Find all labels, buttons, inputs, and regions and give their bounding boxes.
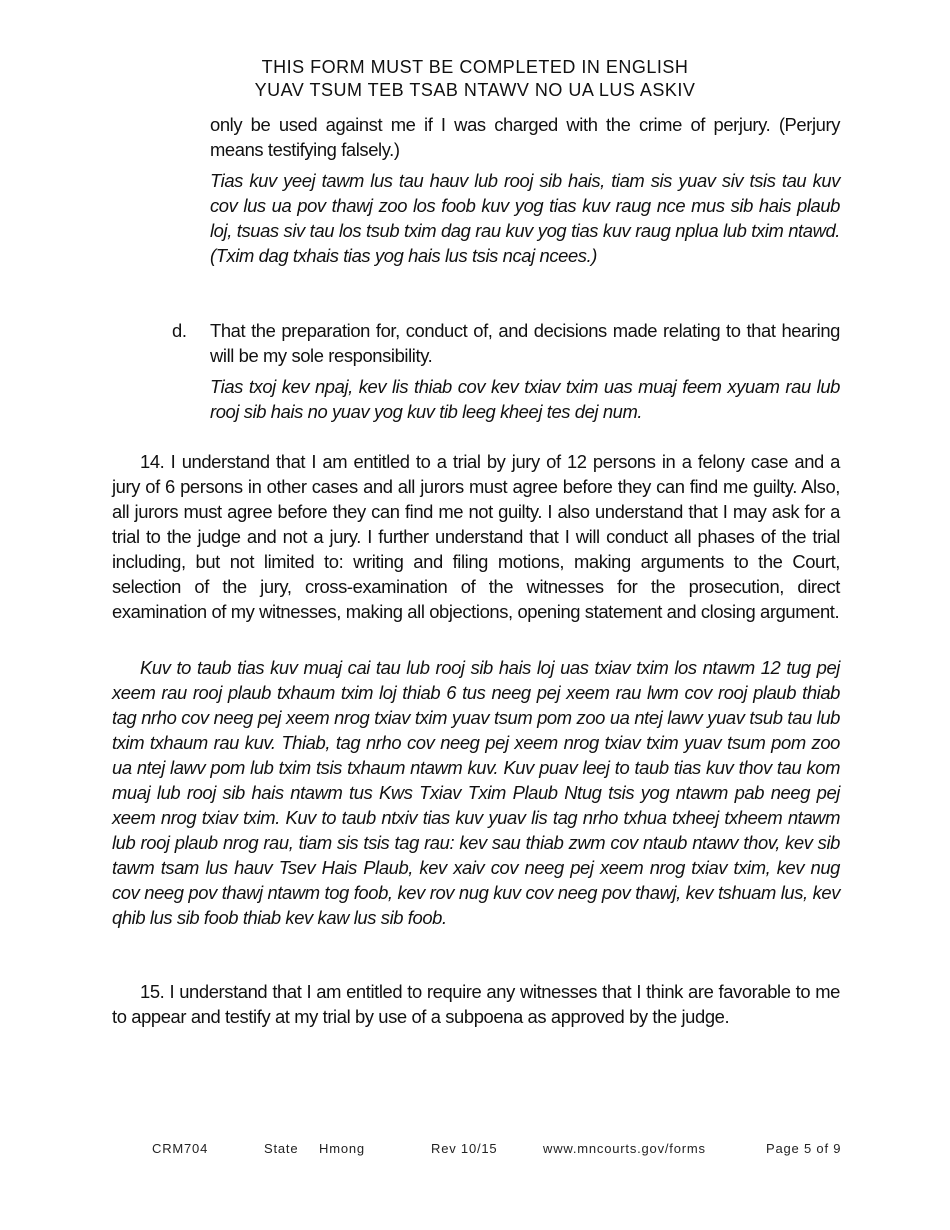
item-d-label: d. xyxy=(172,320,187,341)
footer-page-number: Page 5 of 9 xyxy=(766,1141,842,1156)
paragraph-14-english: 14. I understand that I am entitled to a trial by jury of 12 persons in a felony case and a jury of 6 persons in other cases and all jurors must agree before they can find me guilty. Also, all jurors must agree before they can find me not guilty. I also understand that I may ask for a trial to the judge and not a jury. I further understand that I will conduct all phases of the trial including, but not limited to: writing and filing motions, making arguments to the Court, selection of the jury, cross-examination of the witnesses for the prosecution, direct examination of my witnesses, making all objections, opening statement and closing argument. xyxy=(112,451,840,622)
paragraph-15-english: 15. I understand that I am entitled to require any witnesses that I think are favorable to me to appear and testify at my trial by use of a subpoena as approved by the judge. xyxy=(112,981,840,1027)
item-c-continued-hmong: Tias kuv yeej tawm lus tau hauv lub rooj sib hais, tiam sis yuav siv tsis tau kuv cov lus ua pov thawj zoo los foob kuv yog tias kuv raug nce mus sib hais plaub loj, tsuas siv tau los tsub txim dag rau kuv yog tias kuv raug nplua lub txim ntawd. (Txim dag txhais tias yog hais lus tsis ncaj ncees.) xyxy=(210,170,840,266)
footer-form-id: CRM704 xyxy=(152,1141,209,1156)
paragraph-14-hmong: Kuv to taub tias kuv muaj cai tau lub rooj sib hais loj uas txiav txim los ntawm 12 tug pej xeem rau rooj plaub txhaum txim loj thiab 6 tus neeg pej xeem rau lwm cov rooj plaub thiab tag nrho cov neeg pej xeem nrog txiav txim yuav tsum pom zoo ua ntej lawv yuav tsub tau lub txim txhaum rau kuv. Thiab, tag nrho cov neeg pej xeem nrog txiav txim yuav tsum pom zoo ua ntej lawv pom lub txim tsis txhaum ntawm kuv. Kuv puav leej to taub tias kuv thov tau kom muaj lub rooj sib hais ntawm tus Kws Txiav Txim Plaub Ntug tsis yog ntawm pab neeg pej xeem nrog txiav txim. Kuv to taub ntxiv tias kuv yuav lis tag nrho txhua txheej txheem ntawm lub rooj plaub nrog rau, tiam sis tsis tag rau: kev sau thiab zwm cov ntaub ntawv thov, kev sib tawm tsam lus hauv Tsev Hais Plaub, kev xaiv cov neeg pej xeem nrog txiav txim, kev nug cov neeg pov thawj ntawm tog foob, kev rov nug kuv cov neeg pov thawj, kev tshuam lus, kev qhib lus sib foob thiab kev kaw lus sib foob. xyxy=(112,657,840,928)
item-d-hmong: Tias txoj kev npaj, kev lis thiab cov kev txiav txim uas muaj feem xyuam rau lub rooj sib hais no yuav yog kuv tib leeg kheej tes dej num. xyxy=(210,376,840,422)
footer-url[interactable]: www.mncourts.gov/forms xyxy=(543,1141,706,1156)
footer-language: Hmong xyxy=(319,1141,365,1156)
item-c-continued-english: only be used against me if I was charged with the crime of perjury. (Perjury means testifying falsely.) xyxy=(210,114,840,160)
footer-type: State xyxy=(264,1141,299,1156)
header-english: THIS FORM MUST BE COMPLETED IN ENGLISH xyxy=(261,57,689,77)
page-header xyxy=(0,56,950,102)
header-hmong: YUAV TSUM TEB TSAB NTAWV NO UA LUS ASKIV xyxy=(254,80,696,100)
item-d-english: That the preparation for, conduct of, and decisions made relating to that hearing will be my sole responsibility. xyxy=(210,320,840,366)
footer-revision: Rev 10/15 xyxy=(431,1141,498,1156)
